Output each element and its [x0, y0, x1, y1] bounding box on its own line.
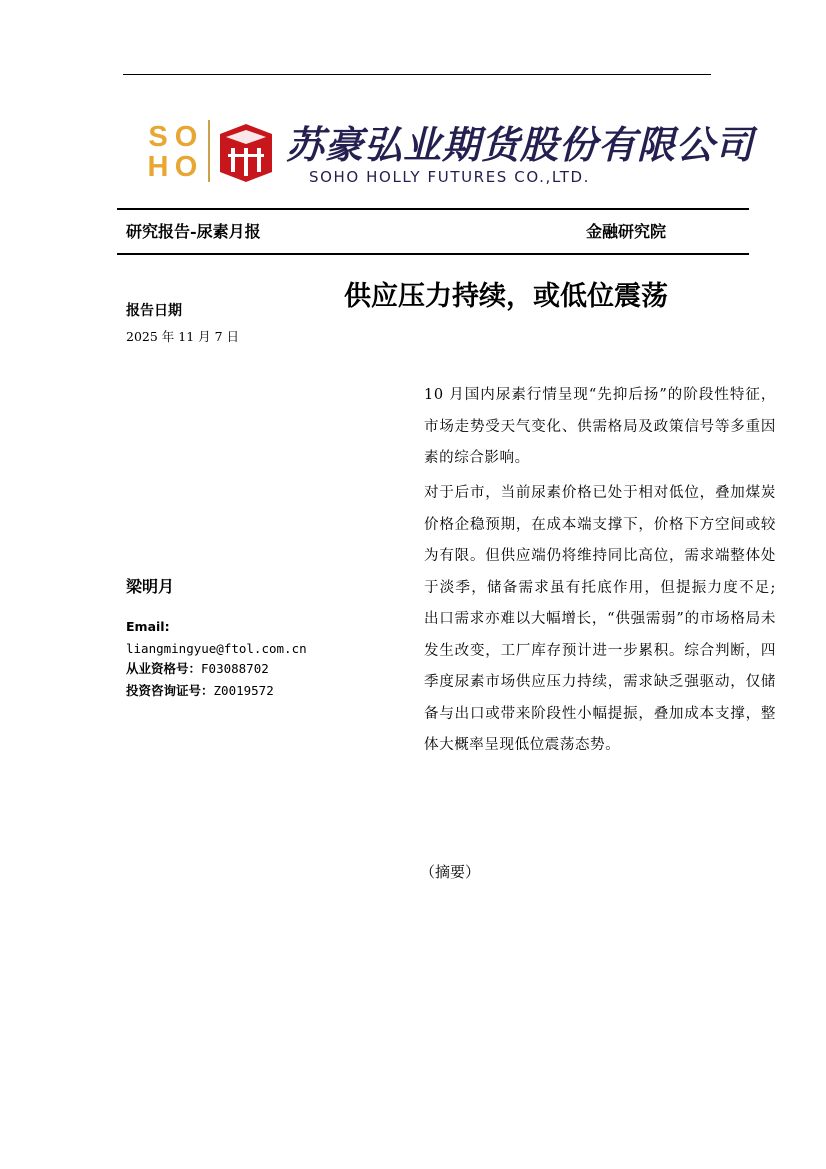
company-name-cn: 苏豪弘业期货股份有限公司 [286, 122, 755, 167]
logo-letter: O [174, 151, 198, 183]
institute-name: 金融研究院 [586, 222, 667, 241]
report-type: 研究报告-尿素月报 [126, 222, 261, 241]
report-date-value: 2025 年 11 月 7 日 [126, 329, 240, 344]
qualification-row [126, 661, 269, 677]
qualification-label: 从业资格号： [126, 661, 202, 676]
summary-paragraph-1: 10 月国内尿素行情呈现“先抑后扬”的阶段性特征，市场走势受天气变化、供需格局及政策信号等多重因素的综合影响。 [424, 387, 776, 466]
header-top-rule [117, 208, 749, 210]
company-logo [144, 120, 755, 186]
email-label: Email: [126, 619, 170, 634]
consulting-row [126, 683, 274, 699]
consulting-number: Z0019572 [213, 683, 274, 698]
analyst-name: 梁明月 [126, 577, 175, 596]
company-name-en: SOHO HOLLY FUTURES CO.,LTD. [309, 168, 591, 186]
cube-mark-icon [220, 124, 272, 182]
report-date-label: 报告日期 [126, 303, 182, 319]
logo-letter: S [148, 121, 168, 153]
logo-divider [208, 120, 210, 182]
logo-letter: H [147, 151, 169, 183]
summary-paragraph-2: 对于后市，当前尿素价格已处于相对低位，叠加煤炭价格企稳预期，在成本端支撑下，价格下方空间或较为有限。但供应端仍将维持同比高位，需求端整体处于淡季，储备需求虽有托底作用，但提振力度不足;出口需求亦难以大幅增长，“供强需弱”的市场格局未发生改变，工厂库存预计进一步累积。综合判断，四季度尿素市场供应压力持续，需求缺乏强驱动，仅储备与出口或带来阶段性小幅提振，叠加成本支撑，整体大概率呈现低位震荡态势。 [424, 485, 776, 753]
summary-tag: （摘要） [420, 863, 481, 881]
email-link[interactable]: liangmingyue@ftol.com.cn [126, 641, 307, 656]
header-bottom-rule [117, 253, 749, 255]
consulting-label: 投资咨询证号： [126, 683, 214, 698]
logo-letter: O [174, 121, 198, 153]
qualification-number: F03088702 [201, 661, 269, 676]
top-rule [123, 74, 711, 75]
soho-letters-logo [144, 122, 200, 182]
report-title: 供应压力持续，或低位震荡 [344, 281, 668, 312]
